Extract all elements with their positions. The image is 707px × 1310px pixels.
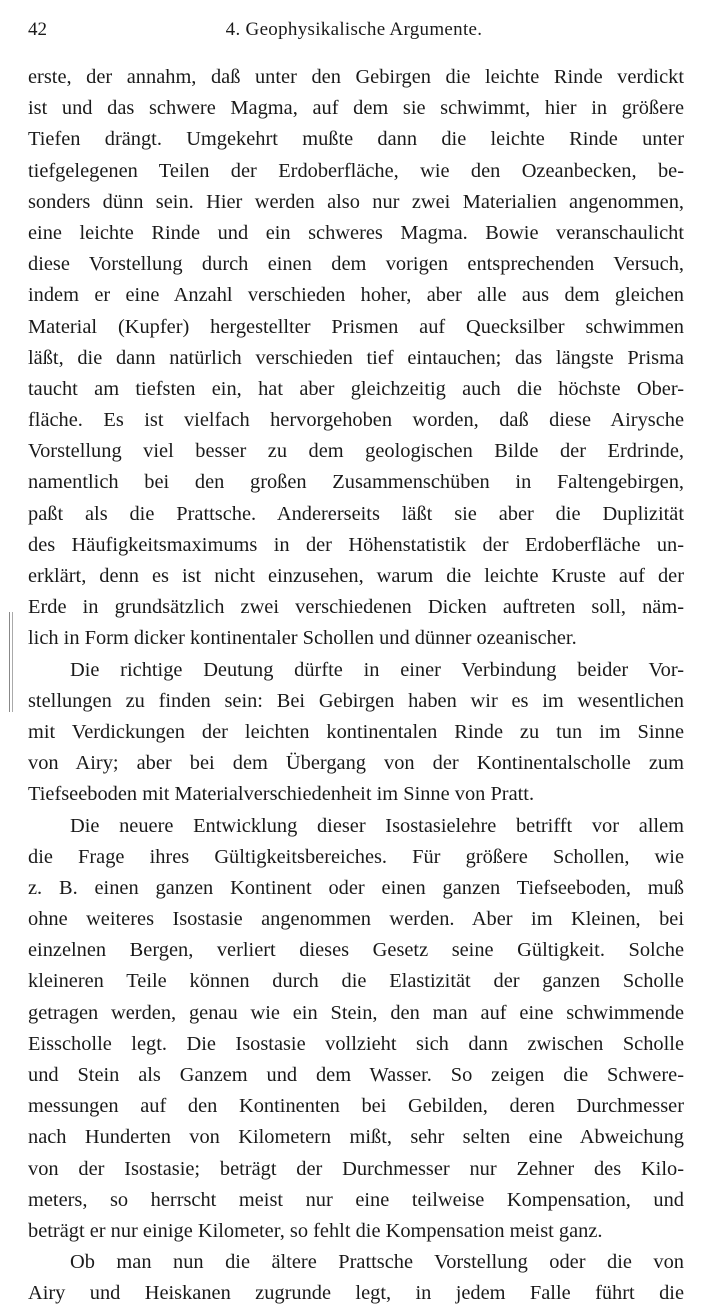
- text-line: einzelnen Bergen, verliert dieses Gesetz seine Gültigkeit. Solche: [28, 939, 684, 962]
- text-line: Die richtige Deutung dürfte in einer Verbindung beider Vor-: [70, 658, 684, 681]
- text-line: Tiefseeboden mit Materialverschiedenheit im Sinne von Pratt.: [28, 783, 535, 806]
- text-line: von Airy; aber bei dem Übergang von der Kontinentalscholle zum: [28, 752, 684, 775]
- body-text: [28, 62, 684, 1310]
- text-line: indem er eine Anzahl verschieden hoher, aber alle aus dem gleichen: [28, 284, 684, 307]
- text-line: tiefgelegenen Teilen der Erdoberfläche, wie den Ozeanbecken, be-: [28, 159, 684, 182]
- text-line: ohne weiteres Isostasie angenommen werden. Aber im Kleinen, bei: [28, 908, 684, 931]
- text-line: erste, der annahm, daß unter den Gebirgen die leichte Rinde verdickt: [28, 66, 684, 88]
- text-line: die Frage ihres Gültigkeitsbereiches. Für größere Schollen, wie: [28, 845, 684, 868]
- text-line: paßt als die Prattsche. Andererseits läßt sie aber die Duplizität: [28, 502, 684, 525]
- text-line: fläche. Es ist vielfach hervorgehoben worden, daß diese Airysche: [28, 409, 684, 432]
- text-line: mit Verdickungen der leichten kontinentalen Rinde zu tun im Sinne: [28, 720, 684, 743]
- margin-mark: [9, 612, 13, 712]
- page-header: [28, 16, 680, 44]
- text-line: getragen werden, genau wie ein Stein, den man auf eine schwimmende: [28, 1001, 684, 1024]
- text-line: Die neuere Entwicklung dieser Isostasielehre betrifft vor allem: [70, 814, 684, 837]
- text-line: taucht am tiefsten ein, hat aber gleichzeitig auch die höchste Ober-: [28, 377, 684, 400]
- text-line: des Häufigkeitsmaximums in der Höhenstatistik der Erdoberfläche un-: [28, 533, 684, 556]
- text-line: eine leichte Rinde und ein schweres Magma. Bowie veranschaulicht: [28, 221, 684, 244]
- text-line: von der Isostasie; beträgt der Durchmesser nur Zehner des Kilo-: [28, 1157, 684, 1180]
- text-line: Vorstellung viel besser zu dem geologischen Bilde der Erdrinde,: [28, 440, 684, 463]
- text-line: meters, so herrscht meist nur eine teilweise Kompensation, und: [28, 1188, 684, 1211]
- text-line: erklärt, denn es ist nicht einzusehen, warum die leichte Kruste auf der: [28, 565, 684, 587]
- text-line: Eisscholle legt. Die Isostasie vollzieht sich dann zwischen Scholle: [28, 1032, 684, 1055]
- page-number: 42: [28, 19, 47, 40]
- text-line: Tiefen drängt. Umgekehrt mußte dann die leichte Rinde unter: [28, 128, 684, 151]
- text-line: und Stein als Ganzem und dem Wasser. So zeigen die Schwere-: [28, 1064, 684, 1086]
- text-line: ist und das schwere Magma, auf dem sie schwimmt, hier in größere: [28, 97, 684, 120]
- text-line: z. B. einen ganzen Kontinent oder einen ganzen Tiefseeboden, muß: [28, 876, 684, 899]
- text-line: Airy und Heiskanen zugrunde legt, in jedem Falle führt die: [28, 1282, 684, 1305]
- running-head: 4. Geophysikalische Argumente.: [225, 19, 483, 40]
- text-line: beträgt er nur einige Kilometer, so fehlt die Kompensation meist ganz.: [28, 1219, 603, 1242]
- text-line: Erde in grundsätzlich zwei verschiedenen Dicken auftreten soll, näm-: [28, 596, 684, 619]
- text-line: nach Hunderten von Kilometern mißt, sehr selten eine Abweichung: [28, 1126, 684, 1149]
- text-line: diese Vorstellung durch einen dem vorigen entsprechenden Versuch,: [28, 253, 684, 276]
- text-line: lich in Form dicker kontinentaler Schollen und dünner ozeanischer.: [28, 627, 577, 650]
- text-line: messungen auf den Kontinenten bei Gebilden, deren Durchmesser: [28, 1095, 684, 1118]
- text-line: namentlich bei den großen Zusammenschüben in Faltengebirgen,: [28, 471, 684, 494]
- text-line: kleineren Teile können durch die Elastizität der ganzen Scholle: [28, 970, 684, 993]
- text-line: läßt, die dann natürlich verschieden tief eintauchen; das längste Prisma: [28, 346, 684, 369]
- text-line: sonders dünn sein. Hier werden also nur zwei Materialien angenommen,: [28, 190, 684, 213]
- text-line: Ob man nun die ältere Prattsche Vorstellung oder die von: [70, 1251, 684, 1274]
- text-line: stellungen zu finden sein: Bei Gebirgen haben wir es im wesentlichen: [28, 689, 684, 712]
- text-line: Material (Kupfer) hergestellter Prismen auf Quecksilber schwimmen: [28, 315, 684, 338]
